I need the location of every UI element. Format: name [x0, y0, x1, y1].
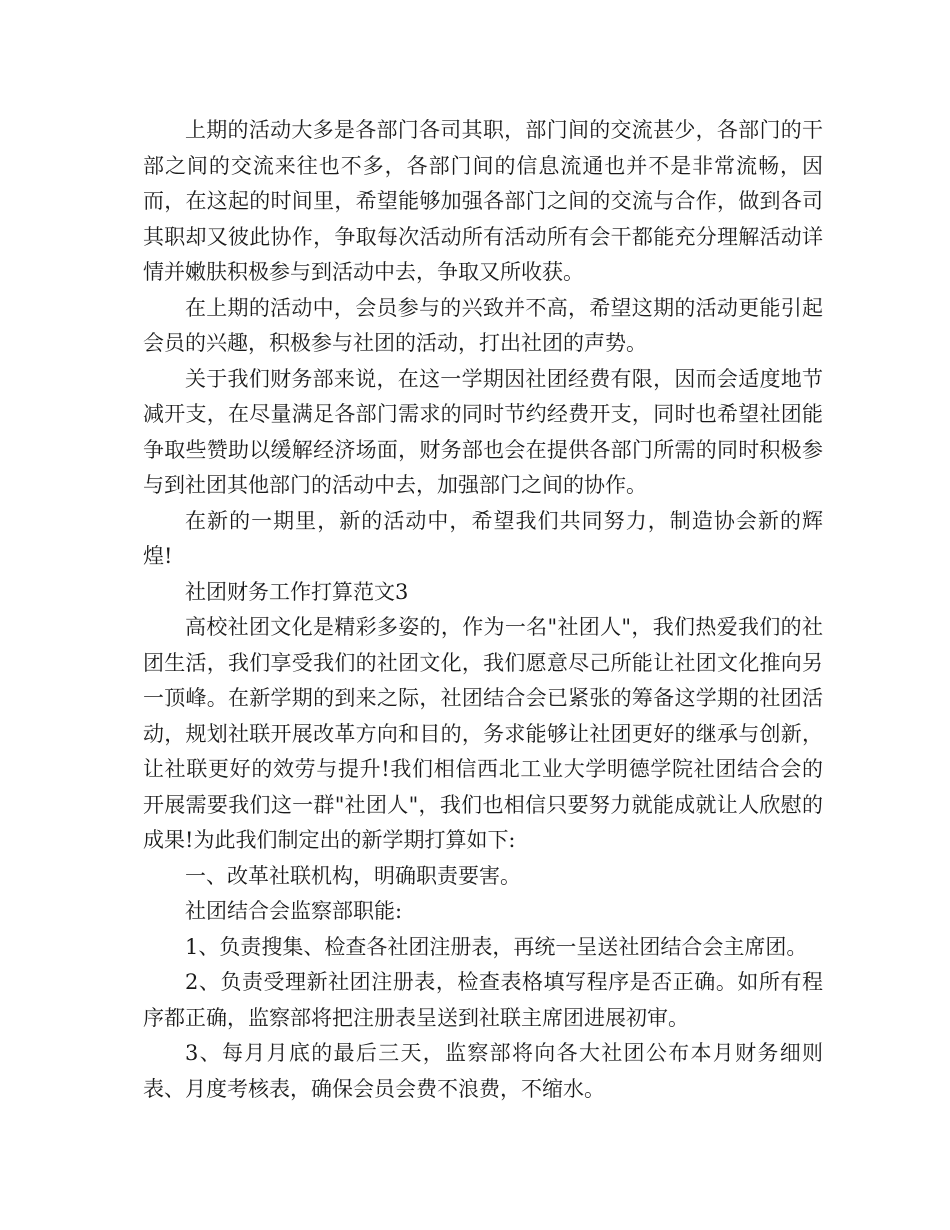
- paragraph-closing-wish: 在新的一期里，新的活动中，希望我们共同努力，制造协会新的辉煌!: [143, 508, 823, 568]
- paragraph-member-participation: 在上期的活动中，会员参与的兴致并不高，希望这期的活动更能引起会员的兴趣，积极参与社团的活动，打出社团的声势。: [143, 295, 823, 355]
- paragraph-club-culture: 高校社团文化是精彩多姿的，作为一名"社团人"，我们热爱我们的社团生活，我们享受我们的社团文化，我们愿意尽己所能让社团文化推向另一顶峰。在新学期的到来之际，社团结合会已紧张的筹备这学期的社团活动，规划社联开展改革方向和目的，务求能够让社团更好的继承与创新，让社联更好的效劳与提升!我们相信西北工业大学明德学院社团结合会的开展需要我们这一群"社团人"，我们也相信只要努力就能成就让人欣慰的成果!为此我们制定出的新学期打算如下:: [143, 615, 823, 852]
- list-item-duty-2: 2、负责受理新社团注册表，检查表格填写程序是否正确。如所有程序都正确，监察部将把注册表呈送到社联主席团进展初审。: [143, 970, 823, 1030]
- paragraph-department-communication: 上期的活动大多是各部门各司其职，部门间的交流甚少，各部门的干部之间的交流来往也不多，各部门间的信息流通也并不是非常流畅，因而，在这起的时间里，希望能够加强各部门之间的交流与合作，做到各司其职却又彼此协作，争取每次活动所有活动所有会干都能充分理解活动详情并嫩肤积极参与到活动中去，争取又所收获。: [143, 118, 823, 284]
- subheading-supervision-duties: 社团结合会监察部职能:: [185, 899, 403, 923]
- list-item-duty-1: 1、负责搜集、检查各社团注册表，再统一呈送社团结合会主席团。: [185, 934, 808, 959]
- list-item-duty-3: 3、每月月底的最后三天，监察部将向各大社团公布本月财务细则表、月度考核表，确保会员会费不浪费，不缩水。: [143, 1041, 823, 1101]
- section-heading: 社团财务工作打算范文3: [185, 579, 409, 604]
- list-heading-reform: 一、改革社联机构，明确职责要害。: [185, 863, 521, 888]
- document-body: [143, 113, 823, 1107]
- paragraph-finance-department: 关于我们财务部来说，在这一学期因社团经费有限，因而会适度地节减开支，在尽量满足各部门需求的同时节约经费开支，同时也希望社团能争取些赞助以缓解经济场面，财务部也会在提供各部门所需的同时积极参与到社团其他部门的活动中去，加强部门之间的协作。: [143, 366, 823, 497]
